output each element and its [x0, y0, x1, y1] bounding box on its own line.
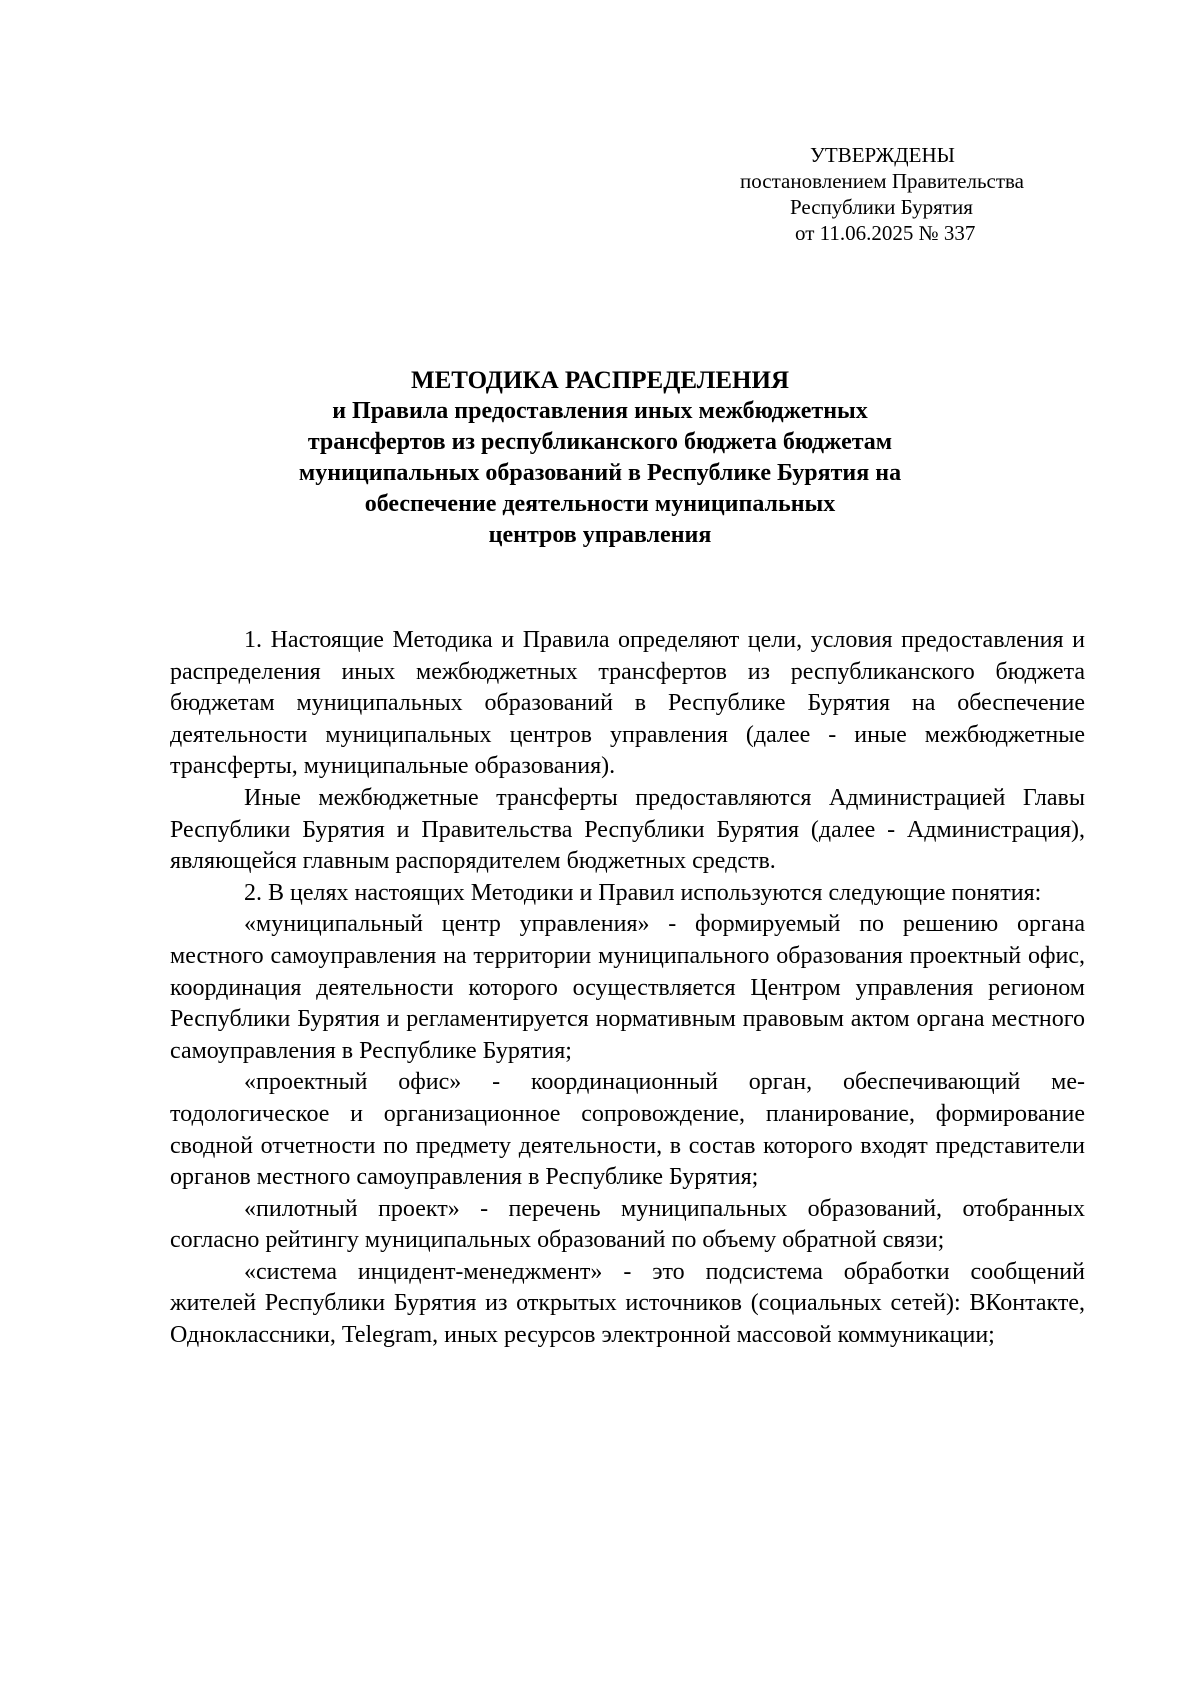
definition-pilot-project: «пилотный проект» - перечень муниципальных образований, отобранных согласно рейтингу муниципальных образований по объему обратной связи;: [170, 1195, 1085, 1254]
title-line-3: трансфертов из республиканского бюджета бюджетам: [307, 429, 893, 455]
approval-stamp-block: [740, 142, 1100, 246]
paragraph-administrator: Иные межбюджетные трансферты предоставляются Администрацией Главы Республики Бурятия и Правительства Республики Бурятия (далее - Администрация), являющейся главным распорядителем бюджетных средств.: [170, 784, 1085, 875]
document-title: [150, 365, 1050, 551]
approval-heading: УТВЕРЖДЕНЫ: [810, 143, 955, 167]
document-body: [170, 625, 1085, 1352]
title-line-2: и Правила предоставления иных межбюджетных: [332, 398, 868, 424]
paragraph-1-purpose: 1. Настоящие Методика и Правила определяют цели, условия предоставления и распределения иных межбюджетных трансфертов из республиканского бюджета бюджетам муниципальных образований в Республике Бурятия на обеспечение деятельности муниципальных центров управления (далее - иные межбюджетные трансферты, муниципальные образования).: [170, 627, 1085, 780]
title-line-5: обеспечение деятельности муниципальных: [364, 491, 836, 517]
definition-municipal-control-center: «муниципальный центр управления» - формируемый по решению органа местного самоуправления на территории муниципального образования проектный офис, координация деятельности которого осуществляется Центром управления регионом Республики Бурятия и регламентируется нормативным правовым актом органа местного самоуправления в Республике Бурятия;: [170, 911, 1085, 1064]
approval-resolution-line: постановлением Правительства: [740, 169, 1025, 193]
definition-project-office: «проектный офис» - координационный орган, обеспечивающий методологическое и организационное сопровождение, планирование, формирование сводной отчетности по предмету деятельности, в состав которого входят представители органов местного самоуправления в Республике Бурятия;: [170, 1069, 1085, 1191]
definition-incident-management: «система инцидент-менеджмент» - это подсистема обработки сообщений жителей Республики Бурятия из открытых источников (социальных сетей): ВКонтакте, Одноклассники, Telegram, иных ресурсов электронной массовой коммуникации;: [170, 1258, 1085, 1349]
title-line-4: муниципальных образований в Республике Бурятия на: [298, 460, 902, 486]
title-line-1: МЕТОДИКА РАСПРЕДЕЛЕНИЯ: [410, 367, 789, 394]
approval-republic-line: Республики Бурятия: [790, 195, 973, 219]
approval-date-number: от 11.06.2025 № 337: [795, 221, 976, 245]
title-line-6: центров управления: [488, 522, 712, 548]
paragraph-2-definitions-intro: 2. В целях настоящих Методики и Правил используются следующие понятия:: [244, 879, 1042, 906]
